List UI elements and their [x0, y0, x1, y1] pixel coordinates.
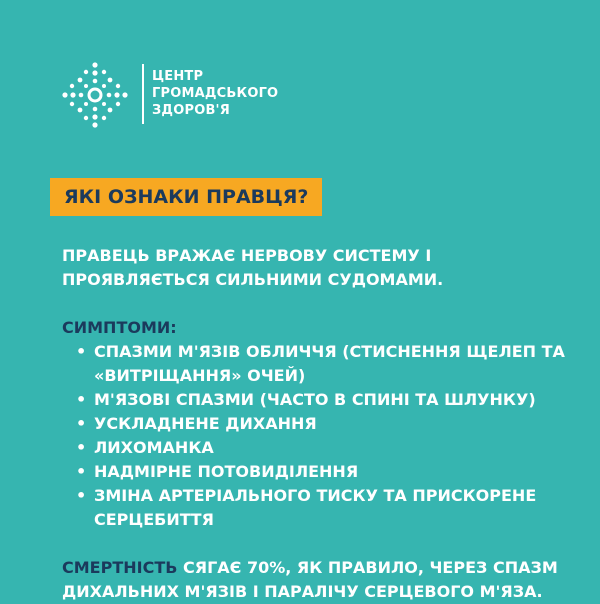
symptoms-list — [62, 340, 592, 532]
list-item: • НАДМІРНЕ ПОТОВИДІЛЕННЯ — [62, 460, 592, 484]
logo-line: ГРОМАДСЬКОГО — [152, 86, 279, 101]
mortality-body: СЯГАЄ 70%, ЯК ПРАВИЛО, ЧЕРЕЗ СПАЗМ ДИХАЛЬНИХ М'ЯЗІВ І ПАРАЛІЧУ СЕРЦЕВОГО М'ЯЗА. — [62, 558, 558, 601]
mortality-text — [62, 556, 592, 604]
mortality-label: СМЕРТНІСТЬ — [62, 558, 178, 577]
logo-line: ЗДОРОВ'Я — [152, 103, 230, 118]
symptoms-title: СИМПТОМИ: — [62, 318, 177, 337]
intro-line: ПРАВЕЦЬ ВРАЖАЄ НЕРВОВУ СИСТЕМУ І — [62, 246, 432, 265]
logo-divider — [142, 64, 144, 124]
main-content — [62, 244, 592, 604]
list-item: • СПАЗМИ М'ЯЗІВ ОБЛИЧЧЯ (СТИСНЕННЯ ЩЕЛЕП ТА «ВИТРІЩАННЯ» ОЧЕЙ) — [62, 340, 592, 388]
intro-line: ПРОЯВЛЯЄТЬСЯ СИЛЬНИМИ СУДОМАМИ. — [62, 270, 444, 289]
logo-text — [152, 68, 278, 119]
logo-line: ЦЕНТР — [152, 69, 204, 84]
list-item: • М'ЯЗОВІ СПАЗМИ (ЧАСТО В СПИНІ ТА ШЛУНКУ) — [62, 388, 592, 412]
list-item: • ЗМІНА АРТЕРІАЛЬНОГО ТИСКУ ТА ПРИСКОРЕНЕ СЕРЦЕБИТТЯ — [62, 484, 592, 532]
list-item: • ЛИХОМАНКА — [62, 436, 592, 460]
heading-banner: ЯКІ ОЗНАКИ ПРАВЦЯ? — [50, 178, 322, 216]
list-item: • УСКЛАДНЕНЕ ДИХАННЯ — [62, 412, 592, 436]
intro-text — [62, 244, 592, 292]
sun-dots-logo-icon — [60, 60, 130, 130]
